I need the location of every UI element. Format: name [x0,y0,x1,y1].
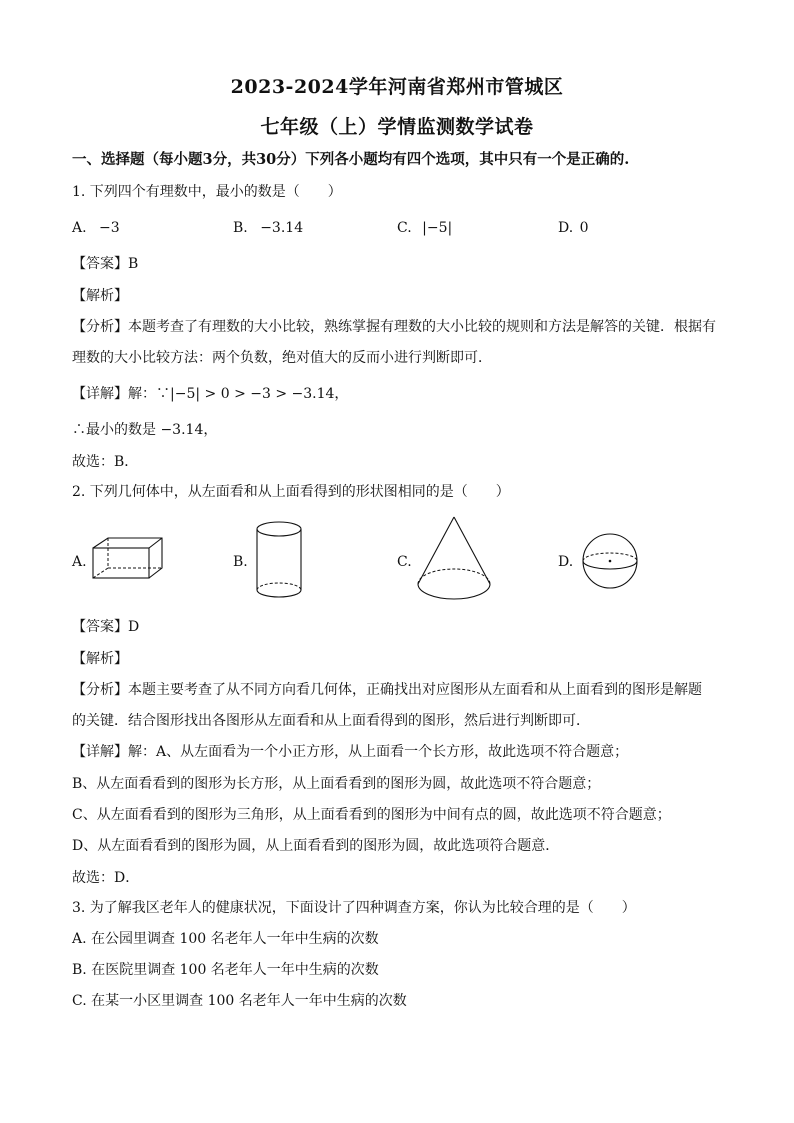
q1-detail: 【详解】解：∵|−5| > 0 > −3 > −3.14， [72,386,349,402]
q2-detail-line-1: 【详解】解：A、从左面看为一个小正方形，从上面看一个长方形，故此选项不符合题意； [72,744,629,760]
q1-analysis-tag: 【解析】 [72,288,128,304]
title-line-2: 七年级（上）学情监测数学试卷 [260,116,534,138]
q1-answer: 【答案】B [72,256,139,272]
q2-analysis-line-2: 的关键．结合图形找出各图形从左面看和从上面看得到的图形，然后进行判断即可． [72,713,590,729]
cone-figure [414,514,494,606]
q3-stem: 3. 为了解我区老年人的健康状况，下面设计了四种调查方案，你认为比较合理的是（ ） [72,900,636,916]
q1-option-b-value: −3.14 [260,220,304,236]
q1-option-c-label: C. [397,220,412,236]
q1-detail-abs-value: 5 [186,386,196,402]
q1-analysis-line-2: 理数的大小比较方法：两个负数，绝对值大的反而小进行判断即可． [72,350,492,366]
q1-option-d [558,218,589,238]
q2-option-d-label: D. [558,554,574,570]
q2-detail-line-4: D、从左面看看到的图形为圆，从上面看看到的图形为圆，故此选项符合题意． [72,838,560,854]
q2-analysis-line-1: 【分析】本题主要考查了从不同方向看几何体，正确找出对应图形从左面看和从上面看到的图形是解题 [72,682,702,698]
q1-option-c-value: 5 [438,220,448,236]
q1-stem: 1. 下列四个有理数中，最小的数是（ ） [72,184,342,200]
q2-choice: 故选：D． [72,870,140,886]
q1-detail-tail: > 0 > −3 > −3.14， [200,386,349,402]
q1-option-d-label: D. [558,220,574,236]
q3-option-c: C. 在某一小区里调查 100 名老年人一年中生病的次数 [72,993,407,1009]
q1-option-b-label: B. [233,220,248,236]
q1-choice: 故选：B． [72,454,139,470]
cuboid-figure [88,534,168,584]
q3-option-b: B. 在医院里调查 100 名老年人一年中生病的次数 [72,962,379,978]
q1-detail-prefix: 【详解】解：∵ [72,386,170,402]
q1-option-d-value: 0 [579,220,589,236]
q1-option-b [233,218,303,238]
q1-option-a [72,218,120,238]
q2-option-a-label: A. [72,554,87,570]
q2-detail-line-2: B、从左面看看到的图形为长方形，从上面看看到的图形为圆，故此选项不符合题意； [72,776,601,792]
q2-option-c-label: C. [397,554,412,570]
q1-conclusion: ∴最小的数是 −3.14， [72,422,218,438]
q1-option-a-label: A. [72,220,87,236]
q2-stem: 2. 下列几何体中，从左面看和从上面看得到的形状图相同的是（ ） [72,484,510,500]
q1-analysis-line-1: 【分析】本题考查了有理数的大小比较，熟练掌握有理数的大小比较的规则和方法是解答的关键．根据有 [72,319,716,335]
title-line-1: 2023-2024学年河南省郑州市管城区 [230,76,564,98]
section-heading: 一、选择题（每小题3分，共30分）下列各小题均有四个选项，其中只有一个是正确的. [72,151,630,168]
q1-option-a-value: −3 [99,220,120,236]
sphere-figure [580,532,640,590]
q2-answer: 【答案】D [72,619,140,635]
q3-option-a: A. 在公园里调查 100 名老年人一年中生病的次数 [72,931,379,947]
q2-detail-line-3: C、从左面看看到的图形为三角形，从上面看看到的图形为中间有点的圆，故此选项不符合题意； [72,807,671,823]
q2-analysis-tag: 【解析】 [72,651,128,667]
cylinder-figure [252,520,306,602]
q1-option-c: C. |−5| [397,220,453,236]
q2-option-b-label: B. [233,554,248,570]
